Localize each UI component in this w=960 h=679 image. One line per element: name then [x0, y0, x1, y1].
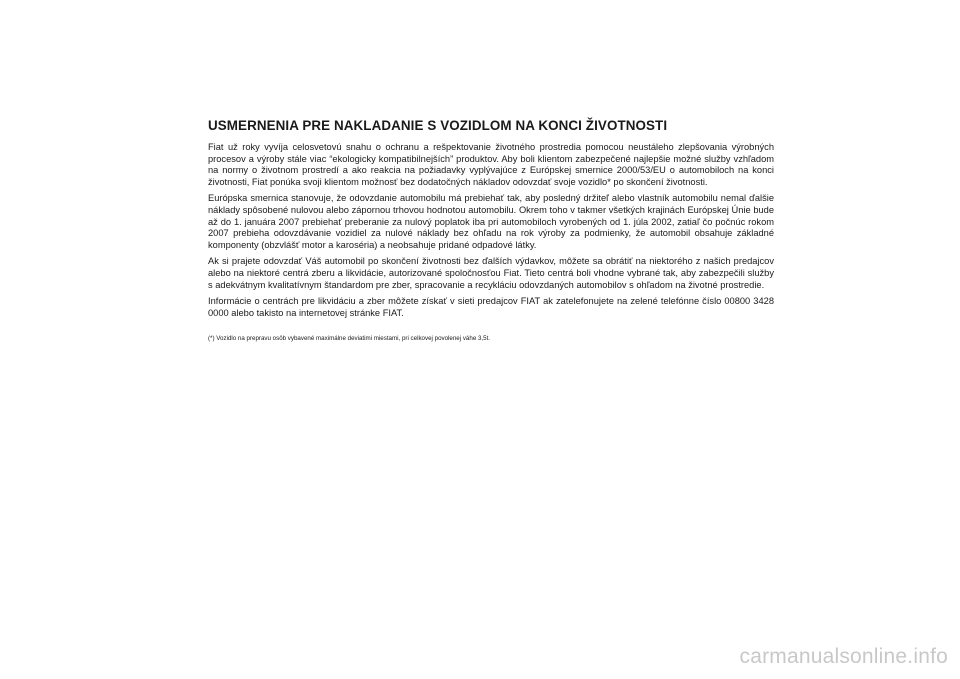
footnote: (*) Vozidlo na prepravu osôb vybavené maximálne deviatimi miestami, pri celkovej povolenej váhe 3,5t.	[208, 335, 491, 343]
paragraph-intro: Fiat už roky vyvíja celosvetovú snahu o ochranu a rešpektovanie životného prostredia pomocou neustáleho zlepšovania výrobných procesov a výroby stále viac “ekologicky kompatibilnejších” produktov. Aby boli klientom zabezpečené najlepšie možné služby vzhľadom na normy o životnom prostredí a ako reakcia na požiadavky vyplývajúce z Európskej smernice 2000/53/EU o automobiloch na konci životnosti, Fiat ponúka svoji klientom možnosť bez dodatočných nákladov odovzdať svoje vozidlo* po skončení životnosti.	[208, 142, 774, 187]
paragraph-directive: Európska smernica stanovuje, že odovzdanie automobilu má prebiehať tak, aby posledný držiteľ alebo vlastník automobilu nemal ďalšie náklady spôsobené nulovou alebo zápornou trhovou hodnotou automobilu. Okrem toho v takmer všetkých krajinách Európskej Únie bude až do 1. januára 2007 prebiehať preberanie za nulový poplatok iba pri automobiloch vyrobených od 1. júla 2002, zatiaľ čo počnúc rokom 2007 prebieha odovzdávanie vozidiel za nulové náklady bez ohľadu na rok výroby za podmienky, že automobil obsahuje základné komponenty (obzvlášť motor a karoséria) a neobsahuje pridané odpadové látky.	[208, 193, 774, 250]
page-title: USMERNENIA PRE NAKLADANIE S VOZIDLOM NA KONCI ŽIVOTNOSTI	[208, 118, 668, 133]
paragraph-return-vehicle: Ak si prajete odovzdať Váš automobil po skončení životnosti bez ďalších výdavkov, môžete sa obrátiť na niektorého z našich predajcov alebo na niektoré centrá zberu a likvidácie, autorizované spoločnosťou Fiat. Tieto centrá boli vhodne vybrané tak, aby zabezpečili služby s adekvátnym kvalitatívnym štandardom pre zber, spracovanie a recykláciu odovzdaných automobilov s ohľadom na životné prostredie.	[208, 256, 774, 290]
paragraph-contact-info: Informácie o centrách pre likvidáciu a zber môžete získať v sieti predajcov FIAT ak zatelefonujete na zelené telefónne číslo 00800 3428 0000 alebo takisto na internetovej stránke FIAT.	[208, 296, 774, 318]
document-page	[208, 118, 774, 343]
watermark-text: carmanualsonline.info	[739, 645, 948, 668]
